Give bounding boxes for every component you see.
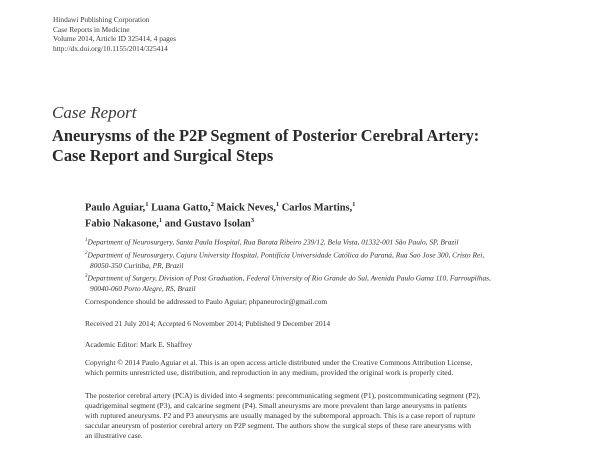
affiliation-item: [85, 236, 565, 247]
journal-volume: Volume 2014, Article ID 325414, 4 pages: [53, 34, 177, 44]
journal-name: Case Reports in Medicine: [53, 24, 130, 34]
abstract-line: quadrigeminal segment (P3), and calcarine segment (P4). Small aneurysms are more prevalent than large aneurysms in patients: [85, 401, 467, 410]
article-type: Case Report: [52, 103, 137, 122]
title-line-1: Aneurysms of the P2P Segment of Posterior Cerebral Artery:: [52, 126, 480, 145]
copyright-line: Copyright © 2014 Paulo Aguiar et al. This is an open access article distributed under the Creative Commons Attribution License,: [85, 358, 473, 367]
journal-header: [53, 15, 176, 53]
author-affiliation-mark: 1: [145, 201, 149, 208]
academic-editor: Academic Editor: Mark E. Shaffrey: [85, 340, 193, 349]
abstract-line: an illustrative case.: [85, 431, 143, 440]
affiliation-number: 1: [85, 238, 88, 243]
title-line-2: Case Report and Surgical Steps: [52, 146, 274, 165]
copyright-line: which permits unrestricted use, distribution, and reproduction in any medium, provided the original work is properly cited.: [85, 368, 454, 377]
affiliation-item: [85, 272, 565, 293]
author-line-1: [85, 198, 355, 214]
author-name: Luana Gatto,: [151, 202, 211, 214]
publication-dates: Received 21 July 2014; Accepted 6 November 2014; Published 9 December 2014: [85, 319, 331, 328]
affiliation-item: [85, 249, 565, 270]
author-name: Maick Neves,: [216, 202, 276, 214]
author-name: Fabio Nakasone,: [85, 218, 159, 230]
affiliation-text-continued: 80050-350 Curitiba, PR, Brazil: [90, 260, 184, 270]
affiliation-list: [85, 236, 565, 295]
author-affiliation-mark: 3: [250, 217, 255, 225]
affiliation-text: Department of Neurosurgery, Santa Paula Hospital, Rua Barata Ribeiro 239/12, Bela Vista, 01332-001 São Paulo, SP, Brazil: [87, 237, 459, 247]
author-list: [85, 198, 355, 231]
affiliation-text: Department of Neurosurgery, Cajuru University Hospital, Pontifícia Universidade Católica do Paraná, Rua Sao Jose 300, Cristo Rei,: [87, 250, 485, 260]
abstract-line: with ruptured aneurysms. P2 and P3 aneurysms are usually managed by the subtemporal approach. This is a case report of rupture: [85, 411, 476, 420]
author-name: and Gustavo Isolan: [164, 218, 251, 230]
publisher-name: Hindawi Publishing Corporation: [53, 15, 150, 24]
author-affiliation-mark: 1: [275, 201, 280, 208]
abstract: [85, 391, 555, 441]
correspondence-note: Correspondence should be addressed to Paulo Aguiar; phpaneurocir@gmail.com: [85, 297, 328, 306]
author-affiliation-mark: 1: [352, 201, 356, 208]
affiliation-number: 2: [85, 251, 88, 257]
article-title: [52, 126, 572, 166]
affiliation-text-continued: 90040-060 Porto Alegre, RS, Brazil: [90, 283, 196, 293]
author-affiliation-mark: 1: [158, 217, 163, 225]
author-line-2: [85, 214, 355, 230]
copyright-notice: [85, 358, 555, 378]
author-name: Carlos Martins,: [281, 202, 353, 214]
affiliation-text: Department of Surgery, Division of Post Graduation, Federal University of Rio Grande do Sul, Avenida Paulo Gama 110, Farroupilhas,: [87, 273, 491, 283]
author-name: Paulo Aguiar,: [85, 202, 146, 214]
abstract-line: saccular aneurysm of posterior cerebral artery on P2P segment. The authors show the surgical steps of these rare aneurysms with: [85, 421, 471, 430]
abstract-line: The posterior cerebral artery (PCA) is divided into 4 segments: precommunicating segment (P1), postcommunicating segment (P2),: [85, 391, 481, 400]
author-affiliation-mark: 2: [210, 201, 214, 208]
doi-link[interactable]: http://dx.doi.org/10.1155/2014/325414: [53, 43, 168, 53]
affiliation-number: 3: [85, 274, 88, 280]
